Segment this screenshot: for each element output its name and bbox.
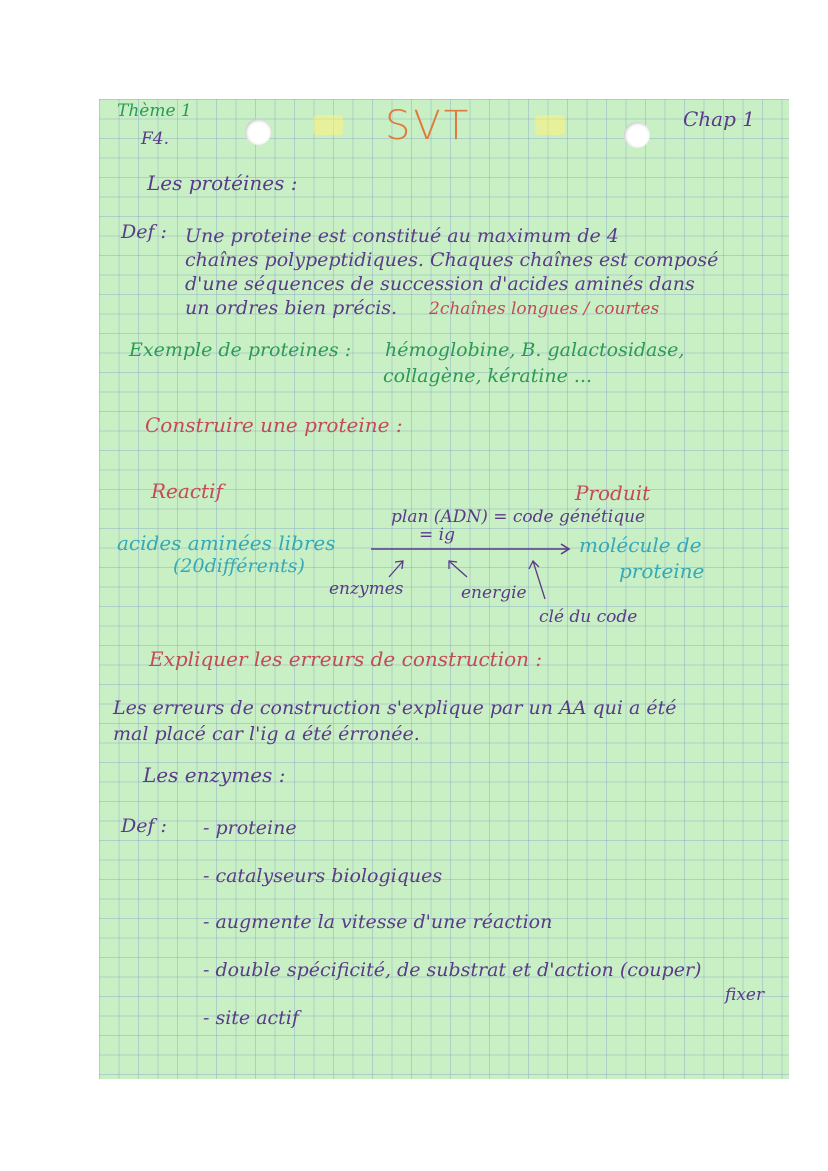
enzymes-item-2: - catalyseurs biologiques xyxy=(203,865,443,887)
chapter-label: Chap 1 xyxy=(683,107,755,131)
section-title-proteines: Les protéines : xyxy=(147,171,298,195)
definition-line-2: chaînes polypeptidiques. Chaques chaînes est composé xyxy=(185,249,719,271)
catalyst-enzymes: enzymes xyxy=(329,579,404,599)
produit-line-1: molécule de xyxy=(579,533,702,557)
fiche-label: F4. xyxy=(141,129,170,149)
arrow-label-ig: = ig xyxy=(419,525,455,545)
section-title-erreurs: Expliquer les erreurs de construction : xyxy=(149,647,543,671)
catalyst-energie: energie xyxy=(461,583,527,603)
erreurs-line-2: mal placé car l'ig a été érronée. xyxy=(113,723,420,745)
subject-title: SVT xyxy=(385,103,472,149)
catalyst-cle: clé du code xyxy=(539,607,638,627)
enzymes-note: fixer xyxy=(725,985,765,1005)
definition-note: 2chaînes longues / courtes xyxy=(429,299,660,319)
reactif-label: Reactif xyxy=(151,479,223,503)
definition-line-4: un ordres bien précis. xyxy=(185,297,398,319)
example-line-2: collagène, kératine ... xyxy=(383,365,593,387)
reactif-line-2: (20différents) xyxy=(173,555,305,577)
definition-label: Def : xyxy=(121,221,167,243)
enzymes-def-label: Def : xyxy=(121,815,167,837)
enzymes-item-5: - site actif xyxy=(203,1007,299,1029)
enzymes-item-3: - augmente la vitesse d'une réaction xyxy=(203,911,553,933)
erreurs-line-1: Les erreurs de construction s'explique par un AA qui a été xyxy=(113,697,677,719)
arrow-label-plan: plan (ADN) = code génétique xyxy=(391,507,646,527)
enzymes-item-1: - proteine xyxy=(203,817,297,839)
section-title-enzymes: Les enzymes : xyxy=(143,763,286,787)
notebook-page xyxy=(99,99,789,1079)
definition-line-3: d'une séquences de succession d'acides aminés dans xyxy=(185,273,695,295)
section-title-construire: Construire une proteine : xyxy=(145,413,403,437)
produit-label: Produit xyxy=(575,481,651,505)
enzymes-item-4: - double spécificité, de substrat et d'action (couper) xyxy=(203,959,702,981)
reactif-line-1: acides aminées libres xyxy=(117,531,336,555)
produit-line-2: proteine xyxy=(619,559,705,583)
theme-label: Thème 1 xyxy=(117,101,192,121)
example-label: Exemple de proteines : xyxy=(129,339,352,361)
definition-line-1: Une proteine est constitué au maximum de 4 xyxy=(185,225,619,247)
example-line-1: hémoglobine, B. galactosidase, xyxy=(385,339,685,361)
